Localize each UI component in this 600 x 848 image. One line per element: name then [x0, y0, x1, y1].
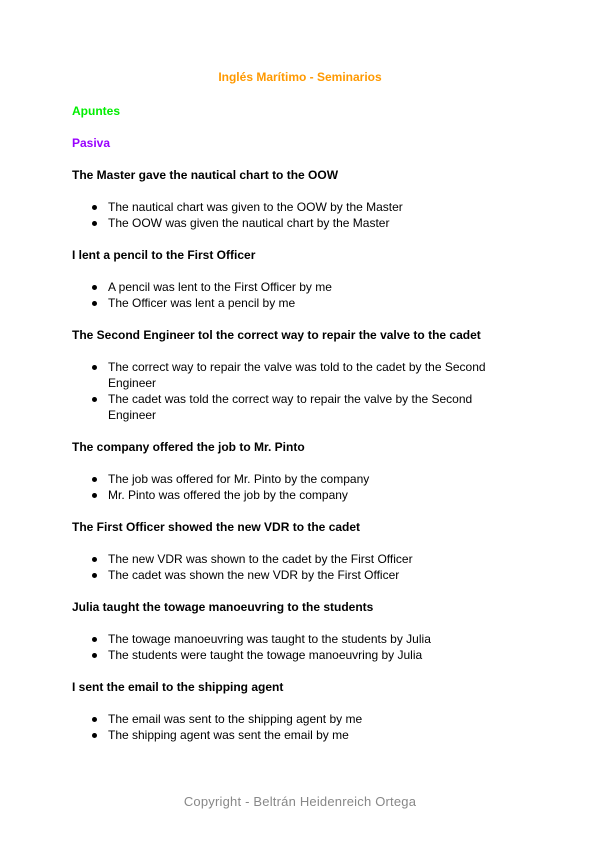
passive-sentence-item — [72, 647, 502, 663]
bullet-icon — [92, 493, 97, 498]
bullet-icon — [92, 397, 97, 402]
passive-sentence-item — [72, 279, 502, 295]
copyright-footer: Copyright - Beltrán Heidenreich Ortega — [183, 794, 417, 809]
passive-sentence-text: The shipping agent was sent the email by me — [108, 728, 349, 742]
passive-sentence-list — [72, 711, 502, 743]
bullet-icon — [92, 733, 97, 738]
passive-sentence-item — [72, 551, 502, 567]
bullet-icon — [92, 301, 97, 306]
passive-sentence-list — [72, 471, 502, 503]
passive-sentence-list — [72, 551, 502, 583]
active-sentence-heading: I sent the email to the shipping agent — [72, 680, 284, 694]
passive-sentence-text: The cadet was shown the new VDR by the First Officer — [108, 568, 400, 582]
passive-sentence-text: The cadet was told the correct way to repair the valve by the Second Engineer — [108, 392, 473, 422]
passive-sentence-list — [72, 359, 502, 423]
passive-sentence-list — [72, 631, 502, 663]
bullet-icon — [92, 221, 97, 226]
sentence-list — [72, 168, 502, 760]
passive-sentence-item — [72, 631, 502, 647]
passive-sentence-text: The students were taught the towage manoeuvring by Julia — [108, 648, 423, 662]
bullet-icon — [92, 285, 97, 290]
passive-sentence-list — [72, 279, 502, 311]
passive-sentence-text: The new VDR was shown to the cadet by the First Officer — [108, 552, 413, 566]
passive-sentence-item — [72, 199, 502, 215]
sentence-block — [72, 248, 502, 311]
sentence-block — [72, 328, 502, 423]
passive-sentence-item — [72, 295, 502, 311]
passive-sentence-list — [72, 199, 502, 231]
passive-sentence-text: The OOW was given the nautical chart by the Master — [108, 216, 390, 230]
active-sentence-heading: The Second Engineer tol the correct way to repair the valve to the cadet — [72, 328, 481, 342]
sentence-block — [72, 520, 502, 583]
passive-sentence-text: The nautical chart was given to the OOW by the Master — [108, 200, 403, 214]
passive-sentence-text: The Officer was lent a pencil by me — [108, 296, 296, 310]
sentence-block — [72, 440, 502, 503]
passive-sentence-item — [72, 215, 502, 231]
active-sentence-heading: The Master gave the nautical chart to the OOW — [72, 168, 339, 182]
bullet-icon — [92, 205, 97, 210]
passive-sentence-text: The towage manoeuvring was taught to the students by Julia — [108, 632, 431, 646]
bullet-icon — [92, 637, 97, 642]
active-sentence-heading: I lent a pencil to the First Officer — [72, 248, 256, 262]
bullet-icon — [92, 557, 97, 562]
passive-sentence-text: Mr. Pinto was offered the job by the company — [108, 488, 348, 502]
active-sentence-heading: The First Officer showed the new VDR to the cadet — [72, 520, 361, 534]
section-heading-apuntes: Apuntes — [72, 104, 120, 118]
active-sentence-heading: The company offered the job to Mr. Pinto — [72, 440, 305, 454]
sentence-block — [72, 600, 502, 663]
passive-sentence-item — [72, 567, 502, 583]
subsection-heading-pasiva: Pasiva — [72, 136, 111, 150]
passive-sentence-item — [72, 471, 502, 487]
sentence-block — [72, 680, 502, 743]
document-title: Inglés Marítimo - Seminarios — [218, 70, 382, 84]
passive-sentence-item — [72, 727, 502, 743]
passive-sentence-item — [72, 487, 502, 503]
passive-sentence-text: The job was offered for Mr. Pinto by the company — [108, 472, 370, 486]
bullet-icon — [92, 573, 97, 578]
passive-sentence-text: A pencil was lent to the First Officer by me — [108, 280, 332, 294]
passive-sentence-item — [72, 711, 502, 727]
passive-sentence-text: The email was sent to the shipping agent by me — [108, 712, 363, 726]
bullet-icon — [92, 365, 97, 370]
bullet-icon — [92, 717, 97, 722]
active-sentence-heading: Julia taught the towage manoeuvring to the students — [72, 600, 374, 614]
sentence-block — [72, 168, 502, 231]
passive-sentence-item — [72, 359, 502, 391]
passive-sentence-text: The correct way to repair the valve was told to the cadet by the Second Engineer — [108, 360, 486, 390]
bullet-icon — [92, 477, 97, 482]
passive-sentence-item — [72, 391, 502, 423]
bullet-icon — [92, 653, 97, 658]
